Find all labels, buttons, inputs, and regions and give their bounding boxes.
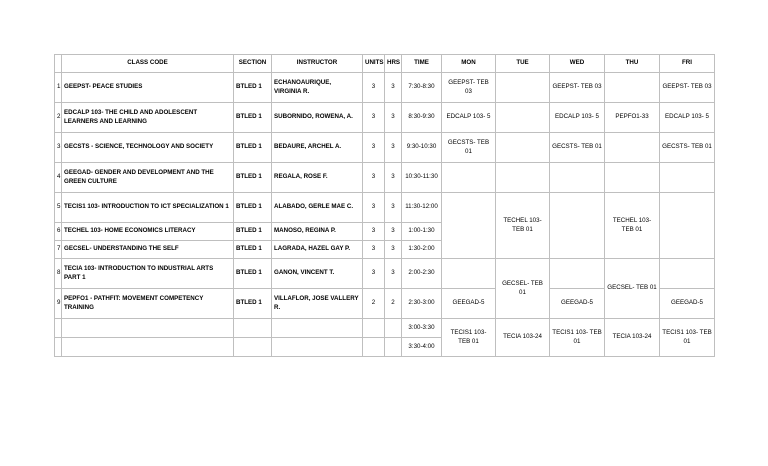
units: 3 — [363, 241, 385, 259]
table-row — [55, 73, 715, 103]
tue-cell: GECSEL- TEB 01 — [496, 259, 550, 319]
class-code: PEPFO1 - PATHFIT: MOVEMENT COMPETENCY TRAINING — [62, 289, 234, 319]
instructor: MANOSO, REGINA P. — [272, 223, 363, 241]
section: BTLED 1 — [234, 259, 272, 289]
units: 3 — [363, 163, 385, 193]
units: 3 — [363, 103, 385, 133]
hrs: 3 — [385, 259, 402, 289]
thu-cell — [605, 73, 660, 103]
row-number: 1 — [55, 73, 62, 103]
time: 3:30-4:00 — [402, 338, 442, 357]
instructor: ECHANOAURIQUE, VIRGINIA R. — [272, 73, 363, 103]
units: 3 — [363, 73, 385, 103]
hrs — [385, 319, 402, 338]
instructor: ALABADO, GERLE MAE C. — [272, 193, 363, 223]
table-row — [55, 319, 715, 338]
mon-cell: GEEGAD-5 — [442, 289, 496, 319]
tue-cell — [496, 163, 550, 193]
tue-cell — [496, 133, 550, 163]
time: 11:30-12:00 — [402, 193, 442, 223]
units: 3 — [363, 133, 385, 163]
thu-cell — [605, 133, 660, 163]
time: 8:30-9:30 — [402, 103, 442, 133]
tue-cell — [496, 103, 550, 133]
hrs — [385, 338, 402, 357]
units — [363, 319, 385, 338]
class-code: EDCALP 103- THE CHILD AND ADOLESCENT LEARNERS AND LEARNING — [62, 103, 234, 133]
schedule-table — [54, 54, 715, 357]
table-row — [55, 193, 715, 223]
fri-cell: GEEPST- TEB 03 — [660, 73, 715, 103]
section: BTLED 1 — [234, 241, 272, 259]
fri-cell — [660, 259, 715, 289]
header-tue: TUE — [496, 55, 550, 73]
row-number: 6 — [55, 223, 62, 241]
instructor: GANON, VINCENT T. — [272, 259, 363, 289]
thu-cell: TECHEL 103- TEB 01 — [605, 193, 660, 259]
instructor — [272, 319, 363, 338]
mon-cell — [442, 259, 496, 289]
class-code: GECSTS - SCIENCE, TECHNOLOGY AND SOCIETY — [62, 133, 234, 163]
mon-cell: GEEPST- TEB 03 — [442, 73, 496, 103]
fri-cell: GEEGAD-5 — [660, 289, 715, 319]
section: BTLED 1 — [234, 103, 272, 133]
row-number: 9 — [55, 289, 62, 319]
units: 2 — [363, 289, 385, 319]
class-code — [62, 319, 234, 338]
section: BTLED 1 — [234, 193, 272, 223]
section — [234, 319, 272, 338]
header-thu: THU — [605, 55, 660, 73]
time: 10:30-11:30 — [402, 163, 442, 193]
class-code: TECIA 103- INTRODUCTION TO INDUSTRIAL ARTS PART 1 — [62, 259, 234, 289]
wed-cell: GEEPST- TEB 03 — [550, 73, 605, 103]
section: BTLED 1 — [234, 289, 272, 319]
hrs: 3 — [385, 241, 402, 259]
instructor: VILLAFLOR, JOSE VALLERY R. — [272, 289, 363, 319]
mon-cell: GECSTS- TEB 01 — [442, 133, 496, 163]
instructor: LAGRADA, HAZEL GAY P. — [272, 241, 363, 259]
section — [234, 338, 272, 357]
header-instructor: INSTRUCTOR — [272, 55, 363, 73]
hrs: 3 — [385, 133, 402, 163]
time: 2:30-3:00 — [402, 289, 442, 319]
wed-cell — [550, 193, 605, 259]
units: 3 — [363, 193, 385, 223]
wed-cell — [550, 259, 605, 289]
wed-cell: GECSTS- TEB 01 — [550, 133, 605, 163]
row-number: 8 — [55, 259, 62, 289]
header-time: TIME — [402, 55, 442, 73]
table-row — [55, 103, 715, 133]
units: 3 — [363, 223, 385, 241]
class-code: TECHEL 103- HOME ECONOMICS LITERACY — [62, 223, 234, 241]
mon-cell: TECIS1 103- TEB 01 — [442, 319, 496, 357]
time: 7:30-8:30 — [402, 73, 442, 103]
mon-cell: EDCALP 103- 5 — [442, 103, 496, 133]
header-units: UNITS — [363, 55, 385, 73]
wed-cell: TECIS1 103- TEB 01 — [550, 319, 605, 357]
section: BTLED 1 — [234, 163, 272, 193]
hrs: 3 — [385, 103, 402, 133]
thu-cell — [605, 163, 660, 193]
table-row — [55, 163, 715, 193]
time: 3:00-3:30 — [402, 319, 442, 338]
class-code — [62, 338, 234, 357]
time: 1:30-2:00 — [402, 241, 442, 259]
fri-cell: GECSTS- TEB 01 — [660, 133, 715, 163]
header-hrs: HRS — [385, 55, 402, 73]
hrs: 3 — [385, 73, 402, 103]
section: BTLED 1 — [234, 223, 272, 241]
hrs: 2 — [385, 289, 402, 319]
row-number — [55, 319, 62, 338]
wed-cell: EDCALP 103- 5 — [550, 103, 605, 133]
thu-cell: PEPFO1-33 — [605, 103, 660, 133]
header-wed: WED — [550, 55, 605, 73]
row-number — [55, 338, 62, 357]
class-code: TECIS1 103- INTRODUCTION TO ICT SPECIALIZATION 1 — [62, 193, 234, 223]
tue-cell — [496, 73, 550, 103]
hrs: 3 — [385, 223, 402, 241]
thu-cell: GECSEL- TEB 01 — [605, 259, 660, 319]
header-fri: FRI — [660, 55, 715, 73]
instructor: SUBORNIDO, ROWENA, A. — [272, 103, 363, 133]
wed-cell: GEEGAD-5 — [550, 289, 605, 319]
instructor: REGALA, ROSE F. — [272, 163, 363, 193]
hrs: 3 — [385, 163, 402, 193]
fri-cell — [660, 163, 715, 193]
table-row — [55, 259, 715, 289]
row-number: 3 — [55, 133, 62, 163]
section: BTLED 1 — [234, 133, 272, 163]
hrs: 3 — [385, 193, 402, 223]
thu-cell: TECIA 103-24 — [605, 319, 660, 357]
section: BTLED 1 — [234, 73, 272, 103]
row-number: 4 — [55, 163, 62, 193]
class-code: GEEPST- PEACE STUDIES — [62, 73, 234, 103]
fri-cell — [660, 193, 715, 259]
fri-cell: EDCALP 103- 5 — [660, 103, 715, 133]
mon-cell — [442, 193, 496, 259]
row-number: 2 — [55, 103, 62, 133]
row-number: 5 — [55, 193, 62, 223]
header-mon: MON — [442, 55, 496, 73]
header-num — [55, 55, 62, 73]
header-class-code: CLASS CODE — [62, 55, 234, 73]
instructor — [272, 338, 363, 357]
units — [363, 338, 385, 357]
header-section: SECTION — [234, 55, 272, 73]
wed-cell — [550, 163, 605, 193]
class-code: GECSEL- UNDERSTANDING THE SELF — [62, 241, 234, 259]
tue-cell: TECHEL 103- TEB 01 — [496, 193, 550, 259]
mon-cell — [442, 163, 496, 193]
header-row — [55, 55, 715, 73]
class-code: GEEGAD- GENDER AND DEVELOPMENT AND THE GREEN CULTURE — [62, 163, 234, 193]
time: 1:00-1:30 — [402, 223, 442, 241]
table-row — [55, 133, 715, 163]
fri-cell: TECIS1 103- TEB 01 — [660, 319, 715, 357]
row-number: 7 — [55, 241, 62, 259]
time: 9:30-10:30 — [402, 133, 442, 163]
instructor: BEDAURE, ARCHEL A. — [272, 133, 363, 163]
units: 3 — [363, 259, 385, 289]
time: 2:00-2:30 — [402, 259, 442, 289]
tue-cell: TECIA 103-24 — [496, 319, 550, 357]
